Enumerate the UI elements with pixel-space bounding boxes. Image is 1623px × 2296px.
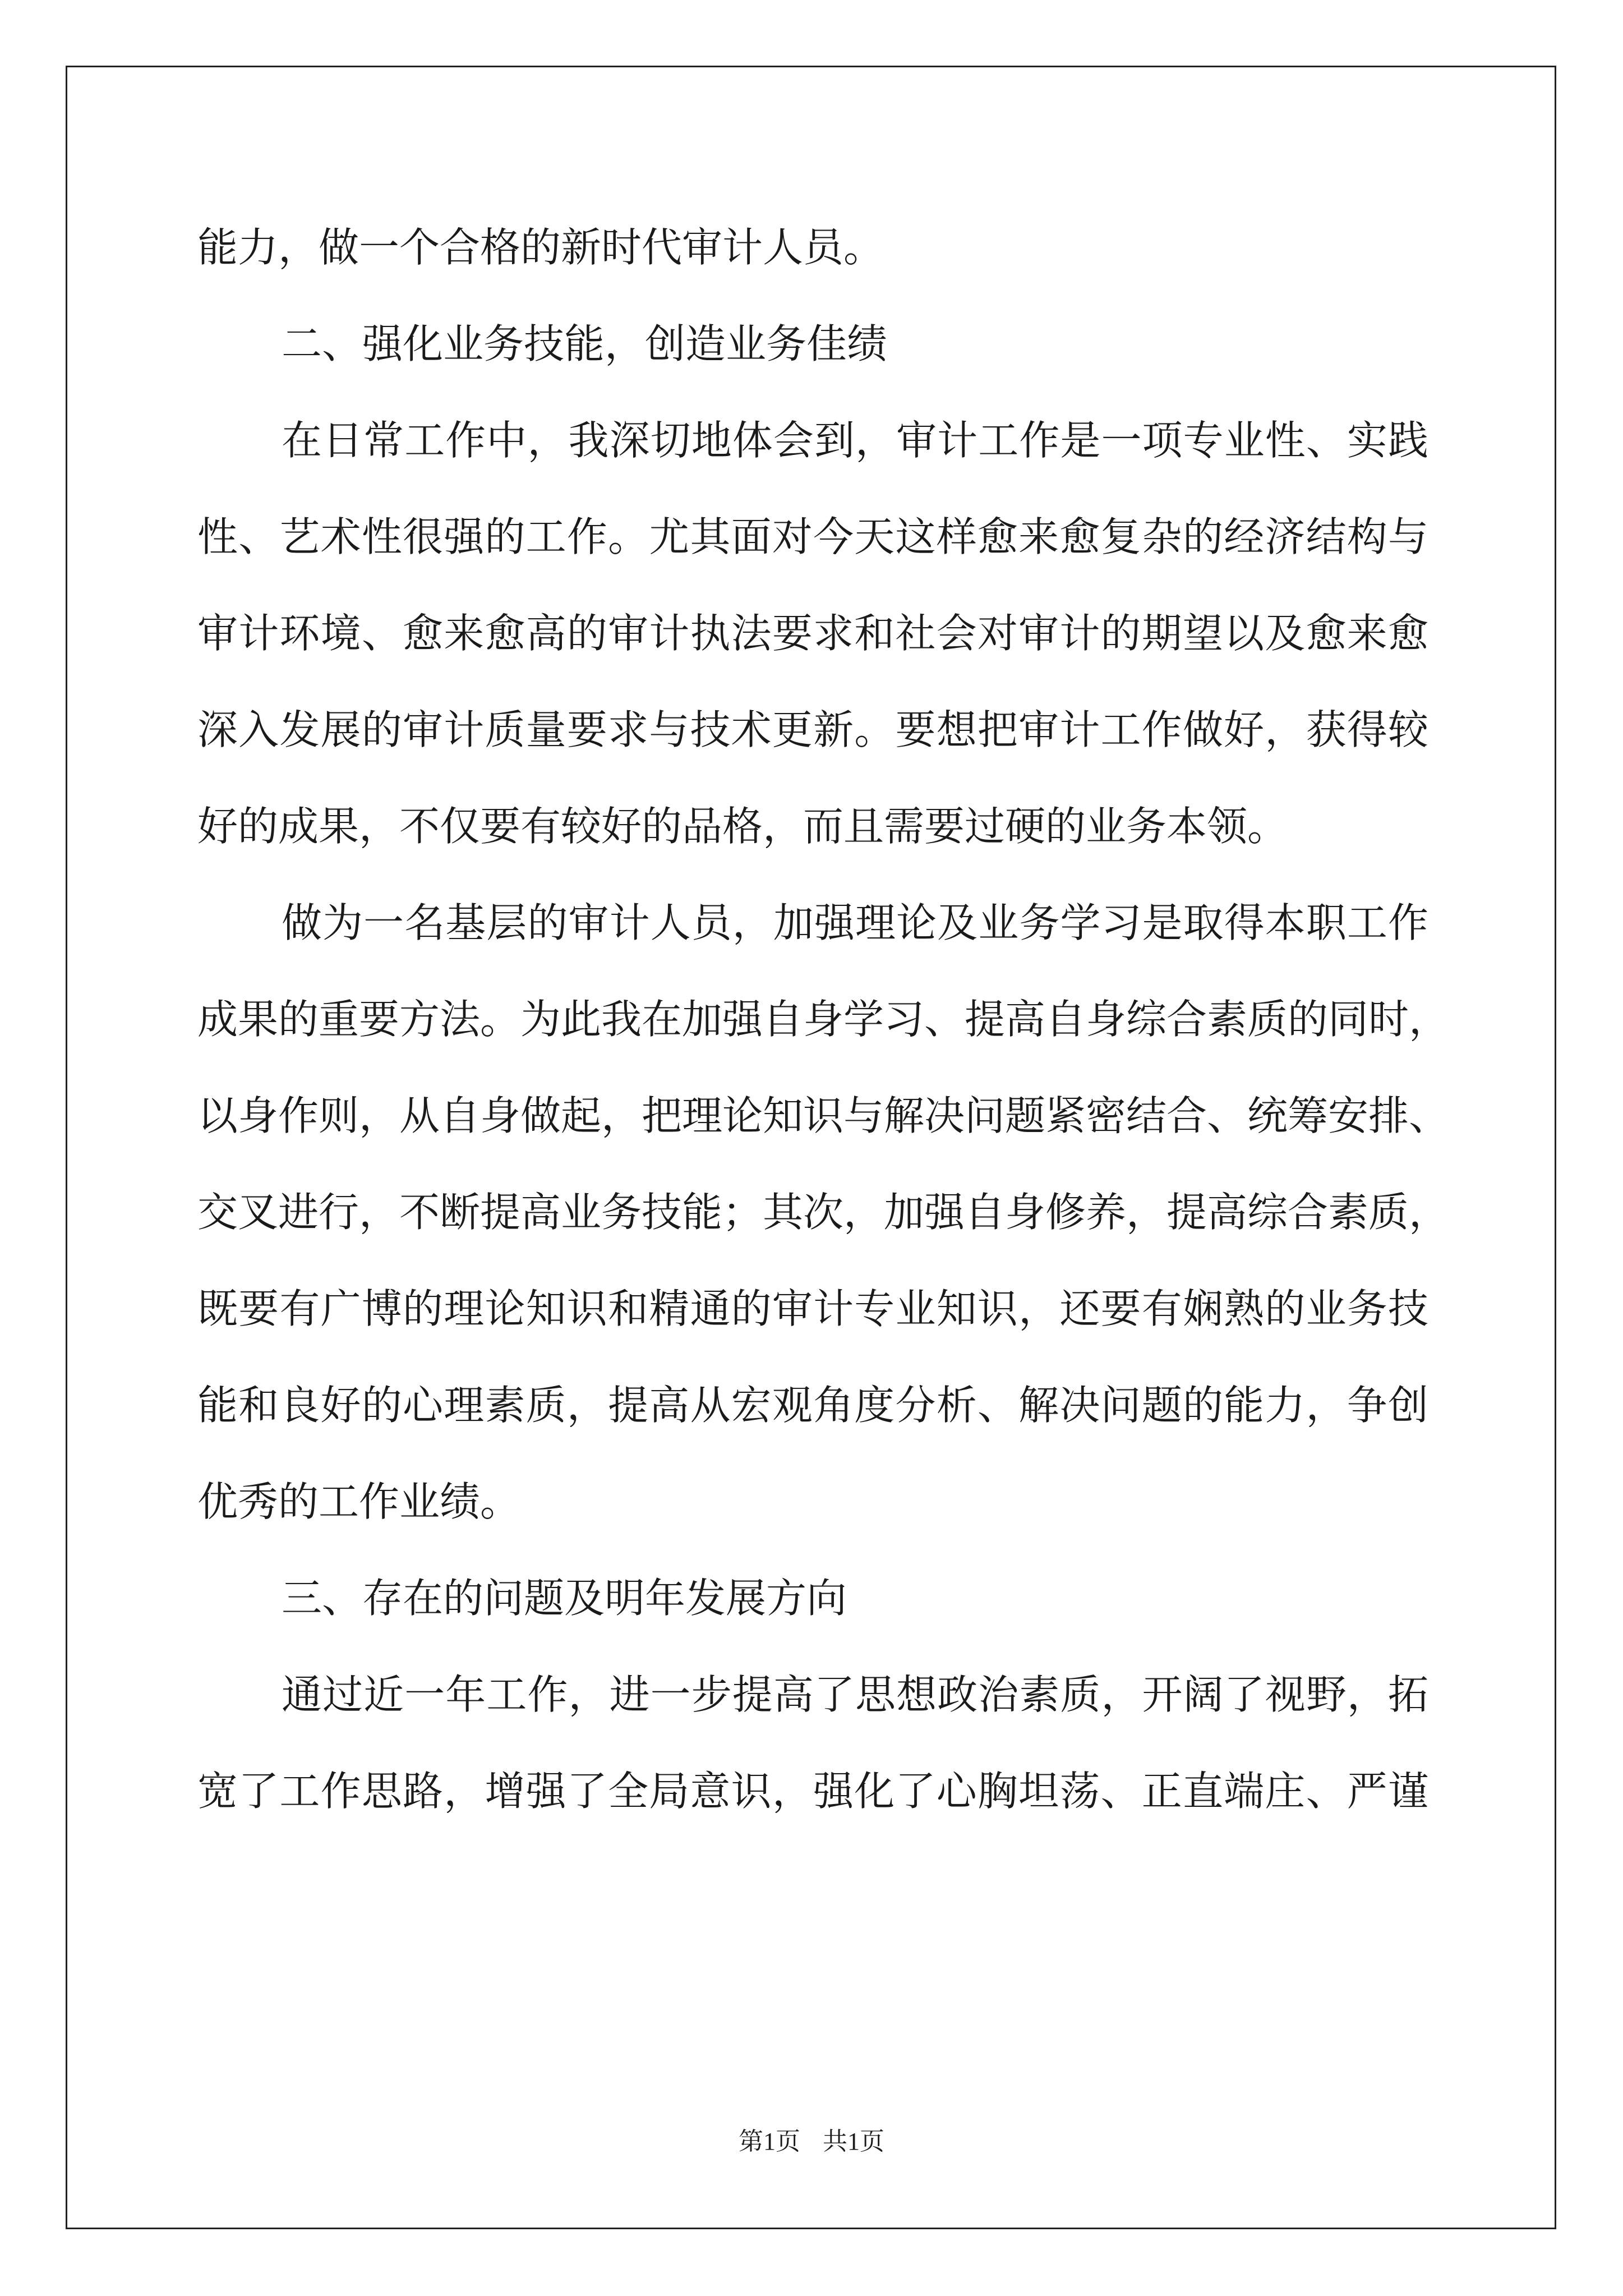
text-line: 能力，做一个合格的新时代审计人员。 bbox=[197, 224, 884, 271]
section-heading: 三、存在的问题及明年发展方向 bbox=[282, 1575, 847, 1622]
text-line: 宽了工作思路，增强了全局意识，强化了心胸坦荡、正直端庄、严谨 bbox=[197, 1768, 1428, 1815]
text-line: 能和良好的心理素质，提高从宏观角度分析、解决问题的能力，争创 bbox=[197, 1382, 1428, 1429]
text-line: 通过近一年工作，进一步提高了思想政治素质，开阔了视野，拓 bbox=[282, 1671, 1428, 1718]
section-heading: 二、强化业务技能，创造业务佳绩 bbox=[282, 320, 888, 367]
text-line: 既要有广博的理论知识和精通的审计专业知识，还要有娴熟的业务技 bbox=[197, 1285, 1428, 1332]
page-footer bbox=[0, 2125, 1623, 2159]
text-line: 成果的重要方法。为此我在加强自身学习、提高自身综合素质的同时， bbox=[197, 996, 1450, 1043]
text-line: 审计环境、愈来愈高的审计执法要求和社会对审计的期望以及愈来愈 bbox=[197, 610, 1428, 657]
text-line: 性、艺术性很强的工作。尤其面对今天这样愈来愈复杂的经济结构与 bbox=[197, 513, 1428, 560]
text-line: 交叉进行，不断提高业务技能；其次，加强自身修养，提高综合素质， bbox=[197, 1189, 1450, 1236]
text-line: 以身作则，从自身做起，把理论知识与解决问题紧密结合、统筹安排、 bbox=[197, 1092, 1450, 1139]
text-line: 深入发展的审计质量要求与技术更新。要想把审计工作做好，获得较 bbox=[197, 706, 1428, 753]
text-line: 在日常工作中，我深切地体会到，审计工作是一项专业性、实践 bbox=[282, 417, 1428, 464]
text-line: 优秀的工作业绩。 bbox=[197, 1478, 521, 1525]
text-line: 好的成果，不仅要有较好的品格，而且需要过硬的业务本领。 bbox=[197, 803, 1288, 850]
text-line: 做为一名基层的审计人员，加强理论及业务学习是取得本职工作 bbox=[282, 899, 1428, 946]
page-total: 共1页 bbox=[823, 2128, 884, 2155]
document-body bbox=[197, 199, 1450, 1839]
page-number: 第1页 bbox=[739, 2128, 800, 2155]
